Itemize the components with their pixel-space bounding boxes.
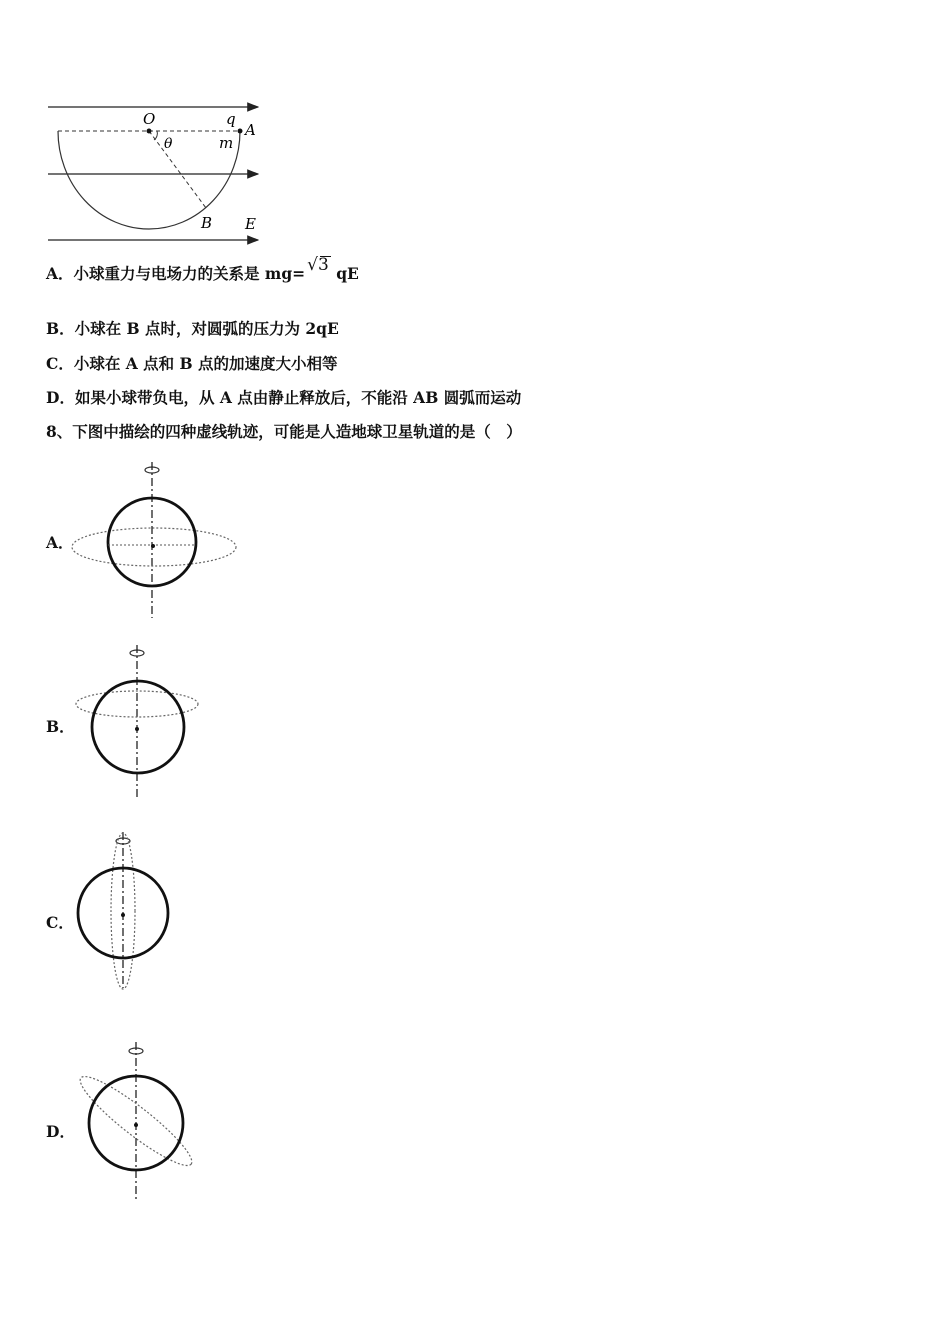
q7-option-c: C．小球在 A 点和 B 点的加速度大小相等 — [46, 354, 338, 373]
earth-center — [135, 727, 139, 731]
q8-option-d-label: D． — [46, 1122, 75, 1141]
q8-option-c-label: C． — [46, 913, 74, 932]
sqrt-symbol: √3 — [307, 255, 329, 275]
earth-diagram-c — [65, 825, 195, 995]
q7-option-b: B．小球在 B 点时，对圆弧的压力为 2qE — [46, 319, 339, 338]
label-e: E — [245, 215, 256, 233]
q8-option-b-label: B． — [46, 717, 75, 736]
radius-ob-dashed — [149, 131, 206, 208]
earth-circle — [92, 681, 184, 773]
label-theta: θ — [164, 136, 173, 152]
earth-diagram-b — [65, 640, 215, 805]
earth-center — [121, 913, 125, 917]
earth-diagram-d — [65, 1035, 205, 1205]
q8-stem: 8、下图中描绘的四种虚线轨迹，可能是人造地球卫星轨道的是（ ） — [46, 422, 522, 441]
semicircle-arc — [58, 131, 240, 229]
earth-center — [151, 544, 155, 548]
label-a: A — [245, 121, 256, 139]
label-b: B — [201, 214, 213, 232]
q8-option-a-label: A． — [46, 533, 74, 552]
q7-option-d: D．如果小球带负电，从 A 点由静止释放后，不能沿 AB 圆弧而运动 — [46, 388, 522, 407]
label-q: q — [226, 110, 236, 128]
electric-field-diagram — [40, 95, 270, 250]
earth-center — [134, 1123, 138, 1127]
q7-option-a: A．小球重力与电场力的关系是 mg= √3 qE — [46, 255, 359, 283]
center-point-o — [147, 129, 152, 134]
label-o: O — [143, 110, 156, 128]
ball-point-a — [238, 129, 243, 134]
label-m: m — [219, 134, 234, 152]
earth-diagram-a — [65, 458, 245, 623]
